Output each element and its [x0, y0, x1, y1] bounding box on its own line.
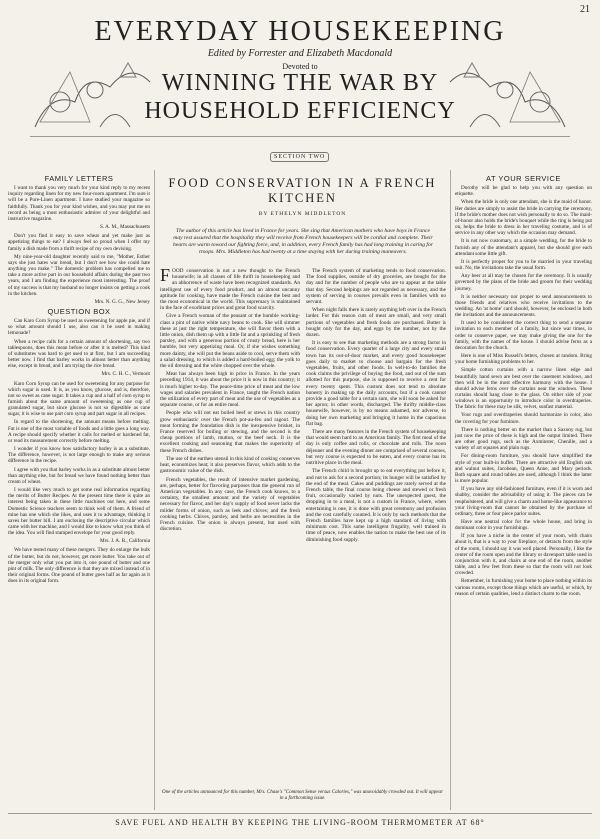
family-letter-paragraph: Don't you find it easy to save wheat and yet make just as appetizing things to eat? I always feel so proud when I offer my family a dish made from a thrift recipe of my own devising.	[8, 233, 150, 252]
question-paragraph: In regard to the shortening, the amount means before melting. Fat is one of the most variable of foods and a little goes a long way. A recipe should specify whether it calls for melted or hardened fat, or read its measurement correctly before melting.	[8, 419, 150, 444]
question-box-heading: QUESTION BOX	[47, 306, 111, 316]
article-title: FOOD CONSERVATION IN A FRENCH KITCHEN	[168, 176, 437, 205]
article-paragraph: There are many features in the French system of housekeeping that would seem hard to an American family. The first meal of the day is only coffee and rolls, or chocolate and rolls. The noon déjeuner and the evening dinner are comprised of several courses, but very course is expected to be eaten, and every course has its nutritive place in the meal.	[306, 429, 446, 467]
family-letter-paragraph: I want to thank you very much for your kind reply to my recent inquiry regarding linen for my new four-room apartment. I'm sure it will be a Pure-Linen apartment. I have studied your magazine so faithfully. Thank you for your kind wishes, and you may put me on record as being a most enthusiastic admirer of your delightful and instructive magazine.	[8, 185, 150, 222]
service-paragraph: It is neither necessary nor proper to send announcements to those friends and relatives who receive invitations to the wedding. An 'at home' card should, however, be enclosed in both the invitations and the announcements.	[455, 293, 592, 319]
service-paragraph: If you have a niche in the center of your room, with chairs about it, that is a way to your fireplace, or detracts from the style of the room, I should say it was well placed. Personally, I like the center of the room open and the library or davenport table used in conjunction with it, and chairs at one end of the room, another table, and a few feet from these so that the room will not look crowded.	[455, 533, 592, 577]
article-paragraph: Give a French woman of the peasant or the humble working-class a pint of native white navy beans to cook. She will simmer these at just the right temperature, she will flavor them with a little onion, dish them up with a little fat and a sprinkling of fresh parsley, and with a generous portion of crusty bread, here is her humble, but very appetizing meal. Or, if she wishes something more dainty, she will put the beans aside to cool, serve them with a salad dressing, to which is added a hard-boiled egg; the yolk to the oil dressing and the white chopped over the whole.	[160, 313, 300, 370]
family-letter-signature: S. A. M., Massachusetts	[99, 224, 150, 231]
article-paragraph: French vegetables, the result of intensive market gardening, are, perhaps, better for flavoring purposes than the general run of American vegetables. In any case, the French cook knows, to a certainty, the smallest amount and the variety of vegetables necessary for flavor, and her day's supply of food never lacks the milder forms of onion, such as leek and chives; and the fresh cooking herbs. Chives, parsley, and herbs are necessities in the French cuisine. The onion is always present, but used with discretion.	[160, 476, 300, 533]
article-paragraph: The French system of marketing tends to food conservation. The food supplies, outside of dry groceries, are bought for the day and for the number of people who are to appear at the table that day. Second helpings are not regarded as necessary, and the system of serving in courses prevails even in families with no servant.	[306, 268, 446, 306]
article-paragraph: Meat has always been high in price in France. In the years preceding 1914, it was about the price it is now in this country; it is much higher to-day. The peace-time price of meat and the low wages and salaries prevalent in France, taught the French nation the utilization of every part of meat and the use of vegetables as a separate course, or for an entire meal.	[160, 371, 300, 409]
masthead-devoted: Devoted to	[282, 62, 318, 71]
footer-slogan: SAVE FUEL AND HEALTH BY KEEPING THE LIVING-ROOM THERMOMETER AT 68°	[115, 818, 485, 827]
article-paragraph: The use of the earthen utensil in this kind of cooking conserves heat, economizes heat; it also preserves flavor, which adds to the gastronomic value of the dish.	[160, 455, 300, 475]
article-intro: The author of this article has lived in France for years. She sing that American mothers who have boys in France may rest assured that the hospitality they will receive from French housekeepers will be cordial and complete. Their hearts are warm toward our fighting force, and, in addition, every French family has had long training in caring for troops. Mrs. Middleton has had twenty at a time staying with her during training maneuvers.	[173, 228, 433, 255]
masthead-line2: HOUSEHOLD EFFICIENCY	[144, 98, 456, 124]
masthead-line1: WINNING THE WAR BY	[161, 70, 439, 96]
article-paragraph: When night falls there is rarely anything left over in the French larder. For this reason cuts of meat are small, and very small portions of vegetables and fresh foods are purchased. Butter is bought only for the day, and eggs by the number, not by the dozen.	[306, 307, 446, 339]
article-paragraph	[160, 268, 300, 311]
service-paragraph: Remember, in furnishing your home to place nothing within its various rooms, except those things which are useful, or which, by reason of certain qualities, lend a distinct charm to the room.	[455, 578, 592, 597]
service-paragraph: Dorothy will be glad to help you with any question on etiquette.	[455, 185, 592, 198]
service-paragraph: Any beer at all may be chosen for the ceremony. It is usually governed by the plans of the bride and groom for their wedding journey.	[455, 273, 592, 292]
question-signature: Mrs. J. A. B., California	[100, 538, 150, 545]
service-paragraph: If you have any old-fashioned furniture, even if it is worn and shabby, consider the advisability of using it. The pieces can be reupholstered, and will give a charm and home-like appearance to your living-room that cannot be obtained by the purchase of ordinary, three or four piece parlor suites.	[455, 486, 592, 517]
masthead-title: EVERYDAY HOUSEKEEPING	[94, 16, 506, 47]
article-byline: BY ETHELYN MIDDLETON	[258, 211, 347, 217]
question-paragraph: I wonder if you know how satisfactory barley is as a substitute. The difference, however, is not large enough to make any serious difference in the recipe.	[8, 446, 150, 465]
service-paragraph: It used to be considered the correct thing to send a separate invitation to each member of a family, but since war times, in order to conserve paper, we may make giving the one for the family, with the names of the house. I should advise ferns as a decoration for the church.	[455, 320, 592, 351]
family-letter-paragraph: My nine-year-old daughter recently said to me, "Mother, Esther says she just hates war bread, but I don't see how she could hate anything you make." The domestic problem has compelled me to take a more active part in our household affairs during the past two years, and I am finding the experience most interesting. The proof of my success is that my husband no longer insists on getting a cook in the kitchen.	[8, 253, 150, 297]
article-paragraph: It is easy to see that marketing methods are a strong factor in food conservation. Every quarter of a large city and every small town has its out-of-door market, and every good housekeeper goes daily to market to choose and bargain for the fresh vegetables, fruits, and other foods. In well-to-do families the cook claims the privilege of buying the food, and out of the sum allotted for this purpose, she is supposed to receive a cent for every twenty spent. This custom does not tend to absolute honesty in making up the daily accounts, but if a cook cannot provide a good table for a certain sum, she will soon be asked for her apron; in other words, discharged. The thrifty middle-class housewife, however, is by no means ashamed, nor adverse, to doing her own marketing and bringing it home in the capacious flat bag.	[306, 340, 446, 427]
service-paragraph: Here is one of Miss Russell's letters, chosen at random. Bring your home furnishing problems to her.	[455, 353, 592, 366]
at-your-service-heading: AT YOUR SERVICE	[486, 174, 561, 183]
question-paragraph: We have tested many of these mergers. They do enlarge the bulk of the butter, but do not, however, get more butter. You take out of the merger only what you put into it, one pound of butter and one pint of milk. The only difference is that they are mixed instead of in their original forms. One pound of butter goes half as far again as it does in its original form.	[8, 547, 150, 585]
service-paragraph: When the bride is only one attendant, she is the maid of honor. Her duties are simply to assist the bride in carrying the ceremony, if the bride's mother does not wish personally to do so. The maid-of-honor also holds the bride's bouquet while the ring is being put on, helps the bride to dress in her traveling costume, and is of service in any other way which the occasion may demand.	[455, 199, 592, 237]
service-paragraph: It is not now customary, at a simple wedding, for the bride to furnish any of the attendant's apparel, but she should give each attendant some little gift.	[455, 238, 592, 257]
masthead-banner	[30, 14, 570, 137]
question-paragraph: Can Karo Corn Syrup be used as sweetening for apple pie, and if so what amount should I use, also can it be used in making lemonade?	[8, 318, 150, 337]
masthead-editors: Edited by Forrester and Elizabeth Macdonald	[207, 48, 393, 59]
service-paragraph: For dining-room furniture, you should have simplified the style of your built-in buffet. There are attractive old English oak and walnut suites, Jacobean, Queen Anne, and Mary periods. Both square and round tables are used, although I think the latter is more popular.	[455, 453, 592, 485]
article-paragraph: The French child is brought up to eat everything put before it, and not to ask for a second portion; its hunger will be satisfied by the end of the meal. Cakes and puddings are rarely served at the French table, the final course being cheese and stewed or fresh fruit, occasionally varied by nuts. The unexpected guest, the dropping in to a meal, is not a custom in France, where, when entertaining is one, it is done with great ceremony and profusion and the cost carefully counted. It is only by such methods that the French families have kept up a high standard of living with minimum cost. This same intelligent frugality, well trained in time of peace, now enables the nation to make the best use of its diminishing food supply.	[306, 468, 446, 543]
question-signature: Mrs. C. H. C., Vermont	[101, 371, 150, 378]
section-badge: SECTION TWO	[270, 152, 329, 162]
service-paragraph: It is perfectly proper for you to be married in your traveling suit. No, the invitations take the usual form.	[455, 258, 592, 272]
footer-rule	[8, 813, 592, 814]
service-paragraph: Have one neutral color for the whole house, and bring in dominant color in your furnishings.	[455, 518, 592, 532]
article-footnote: One of the articles announced for this number, Mrs. Chase's "Common Sense versus Calories," was unavoidably crowded out. It will appear in a forthcoming issue.	[162, 790, 443, 801]
left-column	[8, 172, 150, 812]
service-paragraph: There is nothing better on the market than a Saxony rug, but just now the price of these is high and the output limited. There are other good rugs, such as the Axminster, Chenille, and a variety of art squares and plain rugs.	[455, 426, 592, 452]
question-paragraph: I agree with you that barley works in as a substitute almost better than anything else, but for bread we have found nothing better than cream of wheat.	[8, 466, 150, 485]
article-column-2	[306, 268, 446, 780]
service-paragraph: Your rugs and overdraperies should harmonize in color, also the covering for your furniture.	[455, 412, 592, 425]
article-paragraph: People who will not eat boiled beef or stews in this country grow enthusiastic over the French pot-au-feu and ragout. The meat forming the foundation dish is the inexpensive brisket, in France reserved for boiling or stewing, and the second is the cheap portions of lamb, mutton, or the beef neck. It is the excellent cooking and seasoning that makes the superiority of these French dishes.	[160, 410, 300, 454]
question-paragraph: I would like very much to get some real information regarding the merits of Butter Recipes. At the present time there is quite an interest being taken in these little machines out here, and some Domestic Science teachers seem to think well of them. A friend of mine has one which she likes, and uses it to advantage, thinking it saves her butter bill. I am enclosing the descriptive circular which came with her machine, and I would like to know what you think of the idea. You will find stamped envelope for your good reply.	[8, 487, 150, 537]
service-paragraph: Simple cotton curtains with a narrow linen edge and beautifully hand sewn are best over the casement windows, and then will be in the most effective harmony with the house. I should advise ferns over the curtains near the windows. These curtains should hang close to the glass. On either side of your windows is an opportunity to introduce color in overdraperies. The fabric for these may be silk, velvet, sunfast material.	[455, 367, 592, 411]
page-number: 21	[580, 4, 590, 15]
question-paragraph: When a recipe calls for a certain amount of shortening, say two tablespoons, does this mean before or after it is melted? This kind of substitutes was hard to get used to at first, but I am succeeding better now. I find that barley works in almost better than anything else, except in bread, and I am trying the rice bread.	[8, 338, 150, 370]
article-column-1	[160, 268, 300, 780]
right-column	[455, 172, 592, 812]
question-paragraph: Karo Corn Syrup can be used for sweetening for any purpose for which sugar is used. It is, as you know, glucose, and is, therefore, not so sweet as cane sugar. It takes a cup and a half of corn syrup to furnish about the same amount of sweetening as one cup of granulated sugar, but since glucose is not so digestible as cane sugar, it is wise to use part corn syrup and part sugar in all recipes.	[8, 380, 150, 418]
column-divider-right	[450, 170, 451, 810]
family-letters-heading: FAMILY LETTERS	[44, 174, 114, 183]
article-first-paragraph-text: OOD conservation is not a new thought to the French housewife; in all classes of life thrift in housekeeping and an abhorrence of waste have been recognized standards. An intelligent use of every food product, and an almost uncanny aptitude for cooking, have made the French cuisine the best and the most economical in the world. This supremacy is maintained in the face of exorbitant prices and great food scarcity.	[160, 268, 300, 312]
drop-cap: F	[160, 268, 171, 285]
column-divider-left	[154, 170, 155, 810]
family-letter-signature: Mrs. N. G. G., New Jersey	[94, 298, 150, 305]
